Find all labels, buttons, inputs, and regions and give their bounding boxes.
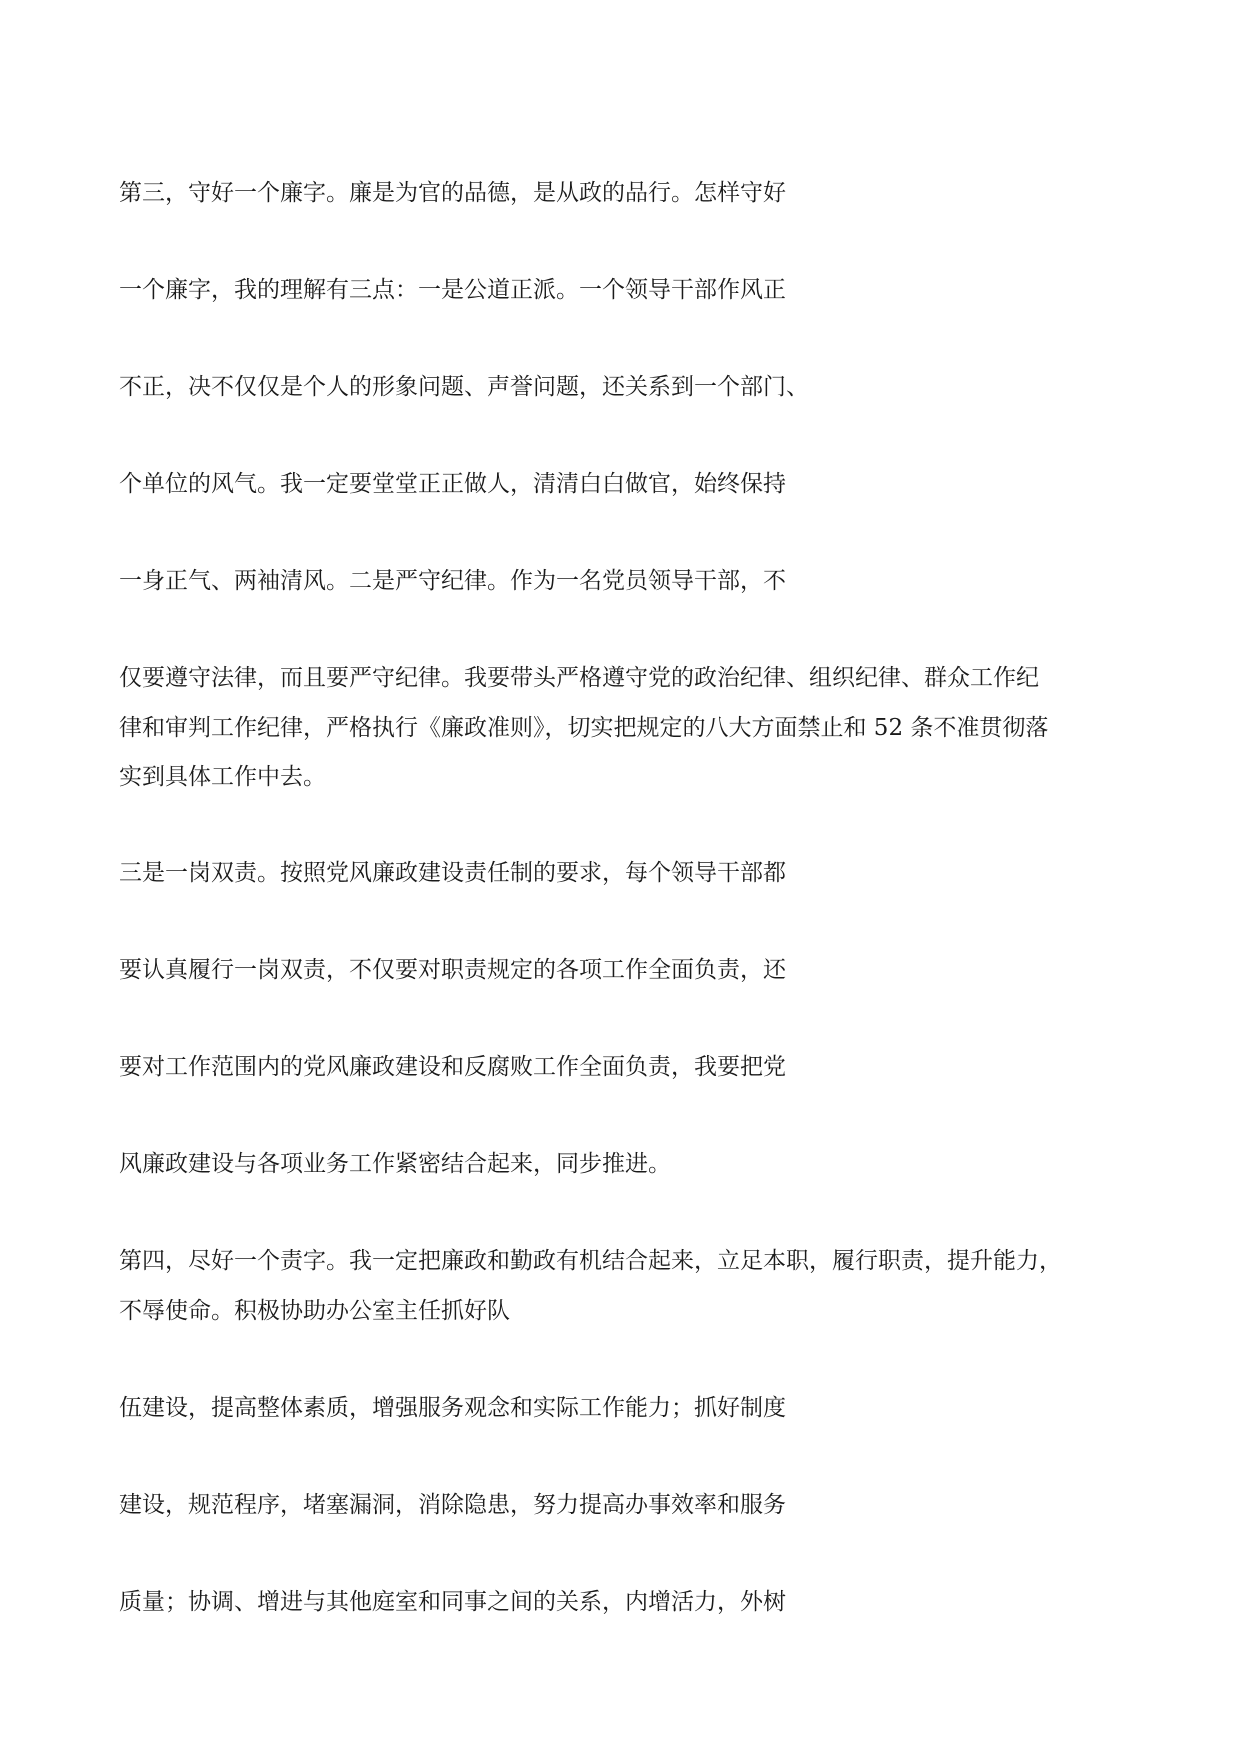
text-line: 要对工作范围内的党风廉政建设和反腐败工作全面负责，我要把党 (119, 1054, 786, 1080)
text-line: 实到具体工作中去。 (119, 764, 326, 790)
text-line: 风廉政建设与各项业务工作紧密结合起来，同步推进。 (119, 1151, 671, 1177)
text-line: 一身正气、两袖清风。二是严守纪律。作为一名党员领导干部，不 (119, 568, 786, 594)
text-line: 第三，守好一个廉字。廉是为官的品德，是从政的品行。怎样守好 (119, 180, 786, 206)
text-line: 不辱使命。积极协助办公室主任抓好队 (119, 1298, 510, 1324)
text-line: 三是一岗双责。按照党风廉政建设责任制的要求，每个领导干部都 (119, 860, 786, 886)
text-line: 质量；协调、增进与其他庭室和同事之间的关系，内增活力，外树 (119, 1589, 786, 1615)
text-line: 伍建设，提高整体素质，增强服务观念和实际工作能力；抓好制度 (119, 1395, 786, 1421)
text-line: 第四，尽好一个责字。我一定把廉政和勤政有机结合起来，立足本职，履行职责，提升能力， (119, 1248, 1062, 1274)
text-line: 要认真履行一岗双责，不仅要对职责规定的各项工作全面负责，还 (119, 957, 786, 983)
text-line: 仅要遵守法律，而且要严守纪律。我要带头严格遵守党的政治纪律、组织纪律、群众工作纪 (119, 665, 1039, 691)
text-line: 一个廉字，我的理解有三点：一是公道正派。一个领导干部作风正 (119, 277, 786, 303)
text-line: 建设，规范程序，堵塞漏洞，消除隐患，努力提高办事效率和服务 (119, 1492, 786, 1518)
text-line: 个单位的风气。我一定要堂堂正正做人，清清白白做官，始终保持 (119, 471, 786, 497)
text-line: 律和审判工作纪律，严格执行《廉政准则》，切实把规定的八大方面禁止和 52 条不准贯彻落 (119, 715, 1049, 741)
text-line: 不正，决不仅仅是个人的形象问题、声誉问题，还关系到一个部门、 (119, 374, 809, 400)
